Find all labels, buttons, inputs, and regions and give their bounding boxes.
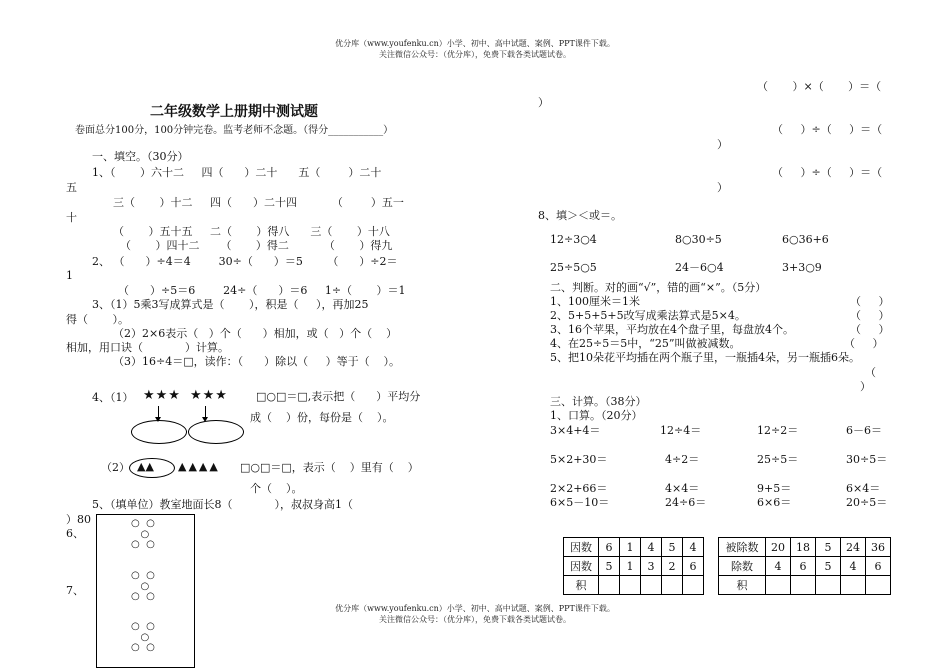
table-cell: 5 [816,538,841,557]
judge-answer-blank: （ ） [850,323,890,336]
judge-item-3: 3、16个苹果，平均放在4个盘子里，每盘放4个。 [550,323,794,336]
calc-item: 12÷4＝ [660,424,702,437]
table-cell: 4 [641,538,662,557]
calc-item: 5×2+30＝ [550,453,608,466]
calc-item: 6×4＝ [846,482,881,495]
table-row [564,538,704,557]
equation-blank-2: （ ）÷（ ）＝（ [772,123,883,136]
judge-answer-blank: （ ） [850,295,890,308]
page-header-line-2: 关注微信公众号：（优分库），免费下载各类试题试卷。 [379,50,571,59]
table-cell: 因数 [564,538,599,557]
q3-part-3: （3）16÷4＝□，读作：（ ）除以（ ）等于（ ）。 [113,355,401,368]
q1-line-3: （ ）五十五 二（ ）得八 三（ ）十八 [113,225,390,238]
table-cell: 36 [866,538,891,557]
table-cell: 4 [766,557,791,576]
calc-item: 4÷2＝ [665,453,700,466]
q4-part-1-text: □○□＝□,表示把（ ）平均分 [256,390,421,403]
judge-item-1: 1、100厘米＝1米 [550,295,640,308]
page-title: 二年级数学上册期中测试题 [150,104,318,120]
q4-part-1-label: 4、（1） [92,391,134,404]
equation-blank-1-wrap: ） [538,96,549,109]
calc-item: 12÷2＝ [757,424,799,437]
q7-label: 7、 [66,584,84,597]
equation-blank-1: （ ）×（ ）＝（ [757,80,882,93]
table-cell: 4 [841,557,866,576]
oral-calc-heading: 1、口算。（20分） [550,409,643,422]
table-cell: 20 [766,538,791,557]
compare-item: 6○36+6 [782,233,829,246]
q2-line-1: 2、 （ ）÷4＝4 30÷（ ）＝5 （ ）÷2＝ [92,255,398,268]
compare-item: 25÷5○5 [550,261,597,274]
q4-part-2-text-2: 个（ ）。 [250,482,303,495]
table-cell [641,576,662,595]
q8-heading: 8、填＞＜或＝。 [538,209,622,222]
table-cell: 因数 [564,557,599,576]
q1-line-1: 1、（ ）六十二 四（ ）二十 五（ ）二十 [92,166,382,179]
triangle-rest: ▲▲▲▲ [178,460,220,473]
table-cell: 24 [841,538,866,557]
q3-part-2-wrap: 相加，用口诀（ ）计算。 [66,341,229,354]
table-row [719,557,891,576]
division-table [718,537,891,595]
q4-part-1-text-2: 成（ ）份，每份是（ ）。 [250,411,394,424]
table-cell [866,576,891,595]
judge-answer-blank: （ ） [844,337,884,350]
judge-item-2: 2、5+5+5+5改写成乘法算式是5×4。 [550,309,746,322]
table-cell [599,576,620,595]
table-cell: 积 [719,576,766,595]
table-cell: 18 [791,538,816,557]
table-cell: 积 [564,576,599,595]
section-2-heading: 二、判断。对的画“√”，错的画“×”。（5分） [550,281,767,294]
q6-label: 6、 [66,527,84,540]
judge-item-5: 5、把10朵花平均插在两个瓶子里，一瓶插4朵，另一瓶插6朵。 [550,351,860,364]
calc-item: 25÷5＝ [757,453,799,466]
calc-item: 30÷5＝ [846,453,888,466]
page-header-line-1: 优分库（www.youfenku.cn）小学、初中、高中试题、案例、PPT课件下载。 [335,39,615,48]
q5-text: 5、（填单位）教室地面长8（ ），叔叔身高1（ [92,498,353,511]
table-cell: 除数 [719,557,766,576]
table-cell [662,576,683,595]
table-cell: 3 [641,557,662,576]
calc-item: 3×4+4＝ [550,424,601,437]
page-footer-line-2: 关注微信公众号：（优分库），免费下载各类试题试卷。 [379,615,571,624]
table-row [564,576,704,595]
table-cell: 5 [599,557,620,576]
equation-blank-2-wrap: ） [717,138,728,151]
arrow-icon [158,406,159,418]
q2-line-2: （ ）÷5＝6 24÷（ ）＝6 1÷（ ）＝1 [118,284,406,297]
judge-answer-open: （ [865,366,876,379]
table-cell [766,576,791,595]
multiplication-table [563,537,704,595]
q4-part-2-label: （2） [101,461,130,474]
compare-item: 8○30÷5 [675,233,722,246]
arrow-icon [205,406,206,418]
table-cell [683,576,704,595]
q4-part-2-text: □○□＝□，表示（ ）里有（ ） [240,461,419,474]
q3-part-2: （2）2×6表示（ ）个（ ）相加，或（ ）个（ ） [113,327,398,340]
table-cell: 4 [683,538,704,557]
table-cell: 6 [791,557,816,576]
table-cell [816,576,841,595]
equation-blank-3: （ ）÷（ ）＝（ [772,166,883,179]
equation-blank-3-wrap: ） [717,181,728,194]
q1-line-2-wrap: 十 [66,211,77,224]
calc-item: 6×5－10＝ [550,496,610,509]
exam-instructions: 卷面总分100分，100分钟完卷。监考老师不念题。（得分___________） [75,125,394,136]
judge-item-4: 4、在25÷5＝5中，“25”叫做被减数。 [550,337,741,350]
compare-item: 3+3○9 [782,261,822,274]
judge-answer-blank: （ ） [850,309,890,322]
q2-line-1-wrap: 1 [66,269,73,282]
table-row [564,557,704,576]
calc-item: 6×6＝ [757,496,792,509]
table-cell: 6 [683,557,704,576]
table-cell: 1 [620,538,641,557]
table-cell: 5 [662,538,683,557]
table-cell: 6 [866,557,891,576]
section-1-heading: 一、填空。（30分） [92,150,189,163]
q1-line-4: （ ）四十二 （ ）得二 （ ）得九 [120,239,393,252]
dice-face: ○ ○ ○ ○ ○ [131,518,155,550]
dice-face: ○ ○ ○ ○ ○ [131,570,155,602]
star-group-2: ★★★ [190,388,228,403]
ellipse-group-icon [188,420,244,444]
table-row [719,538,891,557]
table-cell: 被除数 [719,538,766,557]
triangle-group: ▲▲ [137,460,154,473]
table-cell: 6 [599,538,620,557]
page-footer-line-1: 优分库（www.youfenku.cn）小学、初中、高中试题、案例、PPT课件下载。 [335,604,615,613]
compare-item: 24－6○4 [675,261,724,274]
calc-item: 6－6＝ [846,424,882,437]
calc-item: 20÷5＝ [846,496,888,509]
judge-answer-close: ） [860,380,871,393]
dice-face: ○ ○ ○ ○ ○ [131,621,155,653]
section-3-heading: 三、计算。（38分） [550,395,647,408]
table-cell: 2 [662,557,683,576]
calc-item: 24÷6＝ [665,496,707,509]
q1-line-2: 三（ ）十二 四（ ）二十四 （ ）五一 [113,196,404,209]
star-group-1: ★★★ [143,388,181,403]
table-cell [791,576,816,595]
table-cell [841,576,866,595]
q3-part-1-wrap: 得（ ）。 [66,313,129,326]
ellipse-group-icon [131,420,187,444]
q1-line-1-wrap: 五 [66,181,77,194]
table-cell [620,576,641,595]
table-cell: 1 [620,557,641,576]
calc-item: 4×4＝ [665,482,700,495]
table-cell: 5 [816,557,841,576]
compare-item: 12÷3○4 [550,233,597,246]
table-row [719,576,891,595]
calc-item: 2×2+66＝ [550,482,608,495]
q3-part-1: 3、（1）5乘3写成算式是（ ），积是（ ），再加25 [92,298,369,311]
q5-text-wrap: ）80 [66,513,91,526]
calc-item: 9+5＝ [757,482,792,495]
